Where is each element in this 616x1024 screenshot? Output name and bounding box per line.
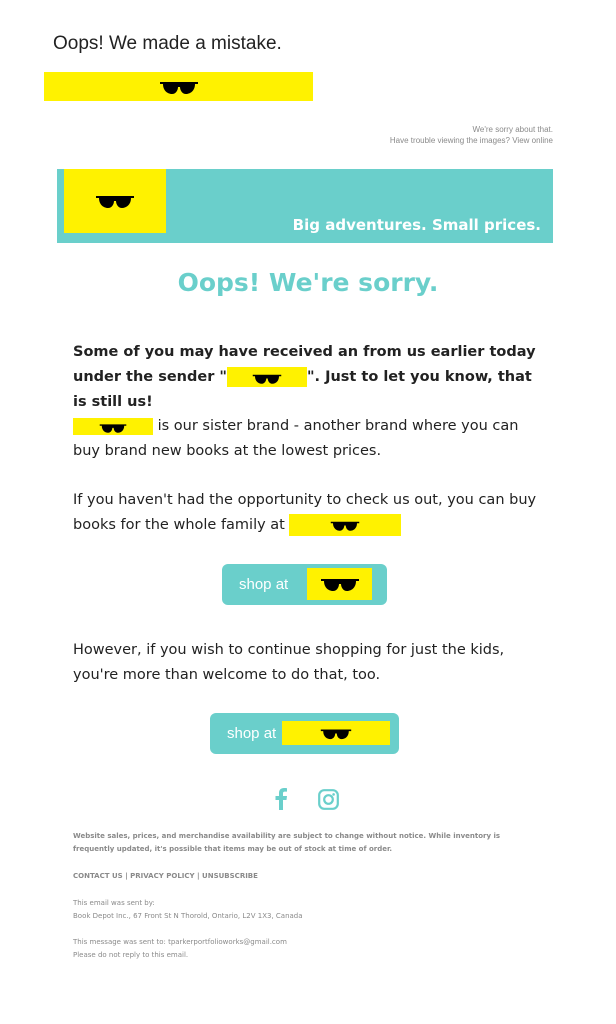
shop-sister-brand-button[interactable] bbox=[222, 564, 387, 605]
paragraph-kids-shopping bbox=[73, 638, 543, 688]
header-banner bbox=[57, 169, 553, 243]
sender-name-redaction bbox=[227, 367, 307, 387]
sunglasses-icon bbox=[320, 576, 360, 592]
preheader-apology: We're sorry about that. bbox=[472, 125, 553, 134]
button-brand-redaction bbox=[282, 721, 390, 745]
footer-links bbox=[73, 870, 543, 883]
contact-us-link[interactable]: CONTACT US bbox=[73, 872, 123, 880]
view-online-link[interactable]: View online bbox=[512, 136, 553, 145]
paragraph-text: However, if you wish to continue shopping for just the kids, you're more than welcome to do that, too. bbox=[73, 642, 505, 683]
instagram-icon bbox=[318, 789, 339, 810]
footer-sender-info bbox=[73, 897, 543, 923]
banner-tagline: Big adventures. Small prices. bbox=[292, 216, 541, 234]
paragraph-sender-notice bbox=[73, 340, 543, 415]
headline: Oops! We're sorry. bbox=[177, 268, 439, 297]
footer-separator: | bbox=[197, 872, 200, 880]
shop-kids-button[interactable] bbox=[210, 713, 399, 754]
facebook-icon bbox=[274, 788, 288, 810]
sent-by-label: This email was sent by: bbox=[73, 899, 155, 907]
sunglasses-icon bbox=[330, 514, 360, 534]
unsubscribe-link[interactable]: UNSUBSCRIBE bbox=[202, 872, 258, 880]
footer-recipient-info bbox=[73, 936, 543, 962]
paragraph-text: If you haven't had the opportunity to check us out, you can buy books for the whole family at bbox=[73, 492, 537, 533]
footer-separator: | bbox=[125, 872, 128, 880]
sunglasses-icon bbox=[252, 367, 282, 387]
email-subject: Oops! We made a mistake. bbox=[53, 33, 282, 54]
sunglasses-icon bbox=[95, 193, 135, 209]
preheader bbox=[390, 124, 553, 146]
sender-redaction bbox=[44, 72, 313, 101]
footer-disclaimer: Website sales, prices, and merchandise availability are subject to change without notice. While inventory is frequently updated, it's possible that items may be out of stock at time of order. bbox=[73, 832, 501, 853]
button-label: shop at bbox=[227, 725, 281, 742]
paragraph-shop-family bbox=[73, 488, 543, 538]
brand-name-redaction bbox=[73, 418, 153, 435]
preheader-images-text: Have trouble viewing the images? bbox=[389, 136, 510, 145]
paragraph-sister-brand bbox=[73, 414, 543, 464]
privacy-policy-link[interactable]: PRIVACY POLICY bbox=[130, 872, 195, 880]
sunglasses-icon bbox=[99, 418, 127, 435]
button-brand-redaction bbox=[307, 568, 372, 600]
sunglasses-icon bbox=[320, 727, 352, 740]
sent-by-address: Book Depot Inc., 67 Front St N Thorold, Ontario, L2V 1X3, Canada bbox=[73, 912, 303, 920]
store-link-redaction[interactable] bbox=[289, 514, 401, 536]
paragraph-text: Some of you may have received an from us earlier today under the sender " bbox=[73, 344, 536, 385]
instagram-link[interactable] bbox=[318, 789, 339, 814]
facebook-link[interactable] bbox=[274, 788, 288, 814]
paragraph-text: is our sister brand - another brand where you can buy brand new books at the lowest prices. bbox=[73, 418, 519, 459]
sunglasses-icon bbox=[159, 79, 199, 95]
logo-redaction bbox=[64, 169, 166, 233]
no-reply-notice: Please do not reply to this email. bbox=[73, 951, 189, 959]
sent-to-label: This message was sent to: tparkerportfolioworks@gmail.com bbox=[73, 938, 287, 946]
paragraph-text: ". Just to let you know, that is still us! bbox=[73, 369, 532, 410]
button-label: shop at bbox=[239, 576, 293, 593]
